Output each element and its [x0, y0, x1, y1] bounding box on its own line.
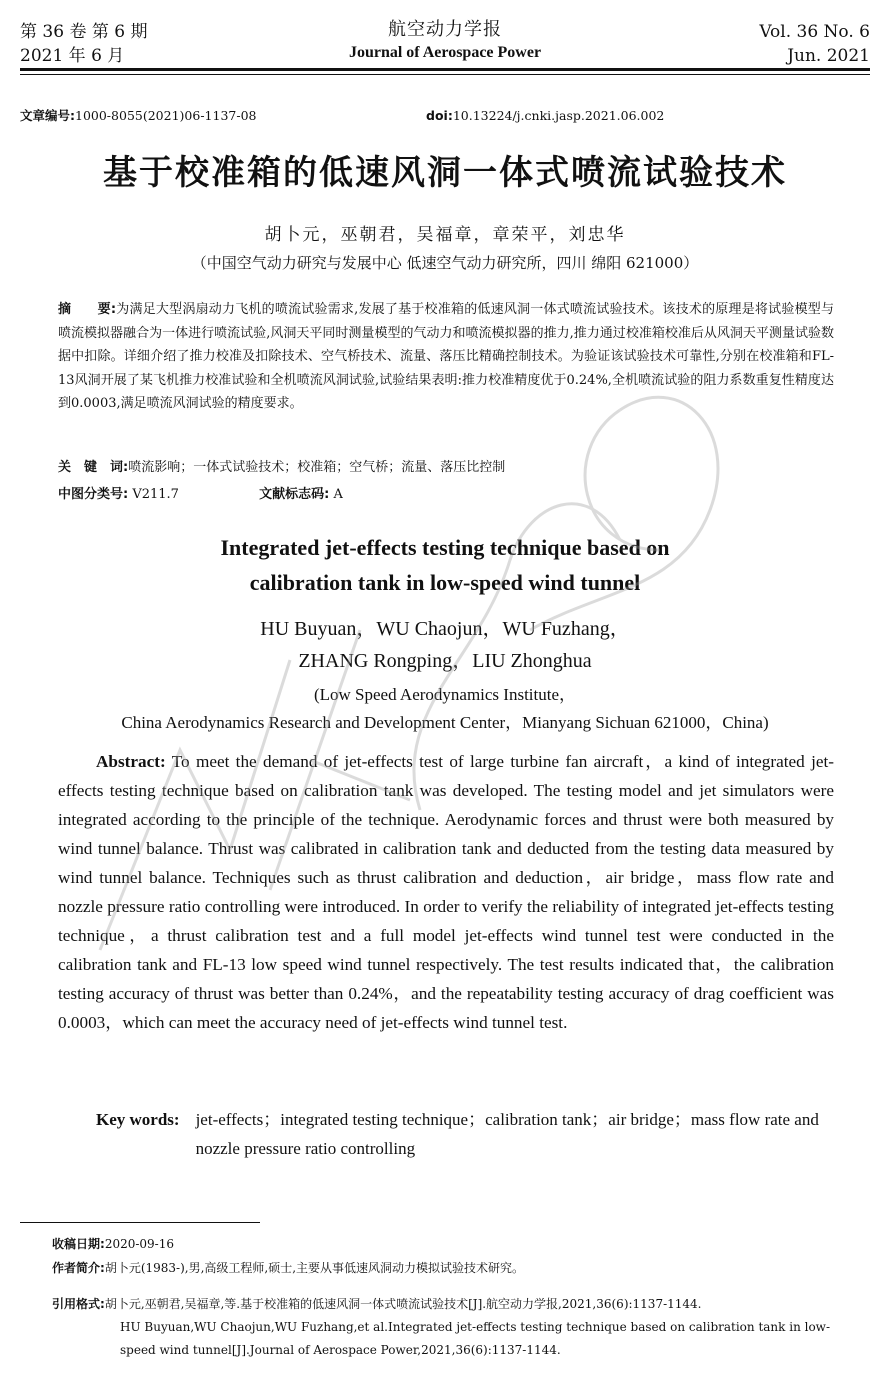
date-en: Jun. 2021: [787, 46, 870, 66]
citation-cn: 胡卜元,巫朝君,吴福章,等.基于校准箱的低速风洞一体式喷流试验技术[J].航空动力学报,2021,36(6):1137-1144.: [104, 1297, 702, 1311]
citation-en-line2: speed wind tunnel[J].Journal of Aerospace Power,2021,36(6):1137-1144.: [120, 1343, 561, 1357]
abstract-en: [58, 747, 834, 1037]
article-number: [20, 107, 256, 125]
affiliation-en-line2: China Aerodynamics Research and Development Center，Mianyang Sichuan 621000，China): [121, 713, 769, 732]
affiliation-cn: （中国空气动力研究与发展中心 低速空气动力研究所，四川 绵阳 621000）: [191, 254, 699, 272]
received-date: [52, 1233, 872, 1256]
classification: [58, 484, 343, 506]
abstract-en-text: To meet the demand of jet-effects test of large turbine fan aircraft，a kind of integrated jet-effects testing technique based on calibration tank was developed. The testing model and jet simulators were integrated according to the principle of the technique. Aerodynamic forces and thrust were both measured by wind tunnel balance. Thrust was calibrated in calibration tank and deducted from the testing data measured by wind tunnel balance. Techniques such as thrust calibration and deduction，air bridge，mass flow rate and nozzle pressure ratio controlling were introduced. In order to verify the reliability of integrated jet-effects testing technique，a thrust calibration test and a full model jet-effects wind tunnel test were conducted in the calibration tank and FL-13 low speed wind tunnel respectively. The test results indicated that，the calibration testing accuracy of thrust was better than 0.24%，and the repeatability testing accuracy of drag coefficient was 0.0003，which can meet the accuracy need of jet-effects wind tunnel test.: [58, 752, 834, 1032]
paper-title-en: [0, 530, 890, 600]
keywords-en: [96, 1105, 836, 1163]
header-rule-thick: [20, 68, 870, 71]
journal-name-cn: 航空动力学报: [388, 19, 502, 40]
affiliation-en: [0, 681, 890, 737]
footnote-rule: [20, 1222, 260, 1223]
volume-cn: 第 36 卷 第 6 期: [20, 22, 148, 42]
abstract-en-label: Abstract:: [96, 752, 166, 771]
keywords-cn: [58, 457, 834, 479]
date-cn: 2021 年 6 月: [20, 46, 125, 66]
article-number-label: 文章编号:: [20, 108, 75, 123]
abstract-cn-text: 为满足大型涡扇动力飞机的喷流试验需求,发展了基于校准箱的低速风洞一体式喷流试验技术。该技术的原理是将试验模型与喷流模拟器融合为一体进行喷流试验,风洞天平同时测量模型的气动力和喷流模拟器的推力,推力通过校准箱校准后从风洞天平测量试验数据中扣除。详细介绍了推力校准及扣除技术、空气桥技术、流量、落压比精确控制技术。为验证该试验技术可靠性,分别在校准箱和FL-13风洞开展了某飞机推力校准试验和全机喷流风洞试验,试验结果表明:推力校准精度优于0.24%,全机喷流试验的阻力系数重复性精度达到0.0003,满足喷流风洞试验的精度要求。: [58, 302, 834, 411]
header-rule-thin: [20, 74, 870, 75]
journal-name: [0, 18, 890, 64]
doi-label: doi:: [426, 108, 453, 123]
abstract-cn: [58, 298, 834, 416]
classification-label: 中图分类号:: [58, 487, 129, 502]
received-date-label: 收稿日期:: [52, 1237, 105, 1251]
author-bio-label: 作者简介:: [52, 1261, 105, 1275]
keywords-cn-text: 喷流影响；一体式试验技术；校准箱；空气桥；流量、落压比控制: [128, 460, 506, 475]
classification-value: V211.7: [132, 487, 179, 502]
affiliation-en-line1: (Low Speed Aerodynamics Institute，: [313, 685, 577, 704]
authors-en-line1: HU Buyuan，WU Chaojun，WU Fuzhang，: [260, 618, 630, 640]
citation-format: [52, 1293, 872, 1362]
authors-en: [0, 613, 890, 677]
header-volume-date-en: [759, 20, 870, 68]
volume-en: Vol. 36 No. 6: [759, 22, 870, 42]
citation-en-line1: HU Buyuan,WU Chaojun,WU Fuzhang,et al.Integrated jet-effects testing technique based on calibration tank in low-: [120, 1320, 831, 1334]
authors-cn: 胡卜元，巫朝君，吴福章，章荣平，刘忠华: [264, 225, 626, 245]
paper-title-en-line1: Integrated jet-effects testing technique based on: [220, 535, 670, 560]
document-code-label: 文献标志码:: [259, 487, 330, 502]
citation-format-label: 引用格式:: [52, 1297, 105, 1311]
journal-name-en: Journal of Aerospace Power: [348, 44, 542, 61]
author-bio: [52, 1257, 872, 1280]
keywords-en-label: Key words:: [96, 1110, 180, 1129]
authors-en-line2: ZHANG Rongping，LIU Zhonghua: [298, 650, 592, 672]
received-date-value: 2020-09-16: [104, 1237, 174, 1251]
author-bio-text: 胡卜元(1983-),男,高级工程师,硕士,主要从事低速风洞动力模拟试验技术研究。: [104, 1261, 525, 1275]
doi-value: 10.13224/j.cnki.jasp.2021.06.002: [452, 108, 665, 123]
keywords-cn-label: 关 键 词:: [58, 460, 129, 475]
paper-title-cn: 基于校准箱的低速风洞一体式喷流试验技术: [103, 153, 787, 193]
article-number-value: 1000-8055(2021)06-1137-08: [75, 108, 257, 123]
doi: [426, 107, 664, 125]
keywords-en-text: jet-effects；integrated testing technique；calibration tank；air bridge；mass flow rate and nozzle pressure ratio controlling: [195, 1110, 819, 1158]
abstract-cn-label: 摘 要:: [58, 302, 117, 317]
paper-title-en-line2: calibration tank in low-speed wind tunnel: [249, 570, 641, 595]
document-code-value: A: [333, 487, 343, 502]
